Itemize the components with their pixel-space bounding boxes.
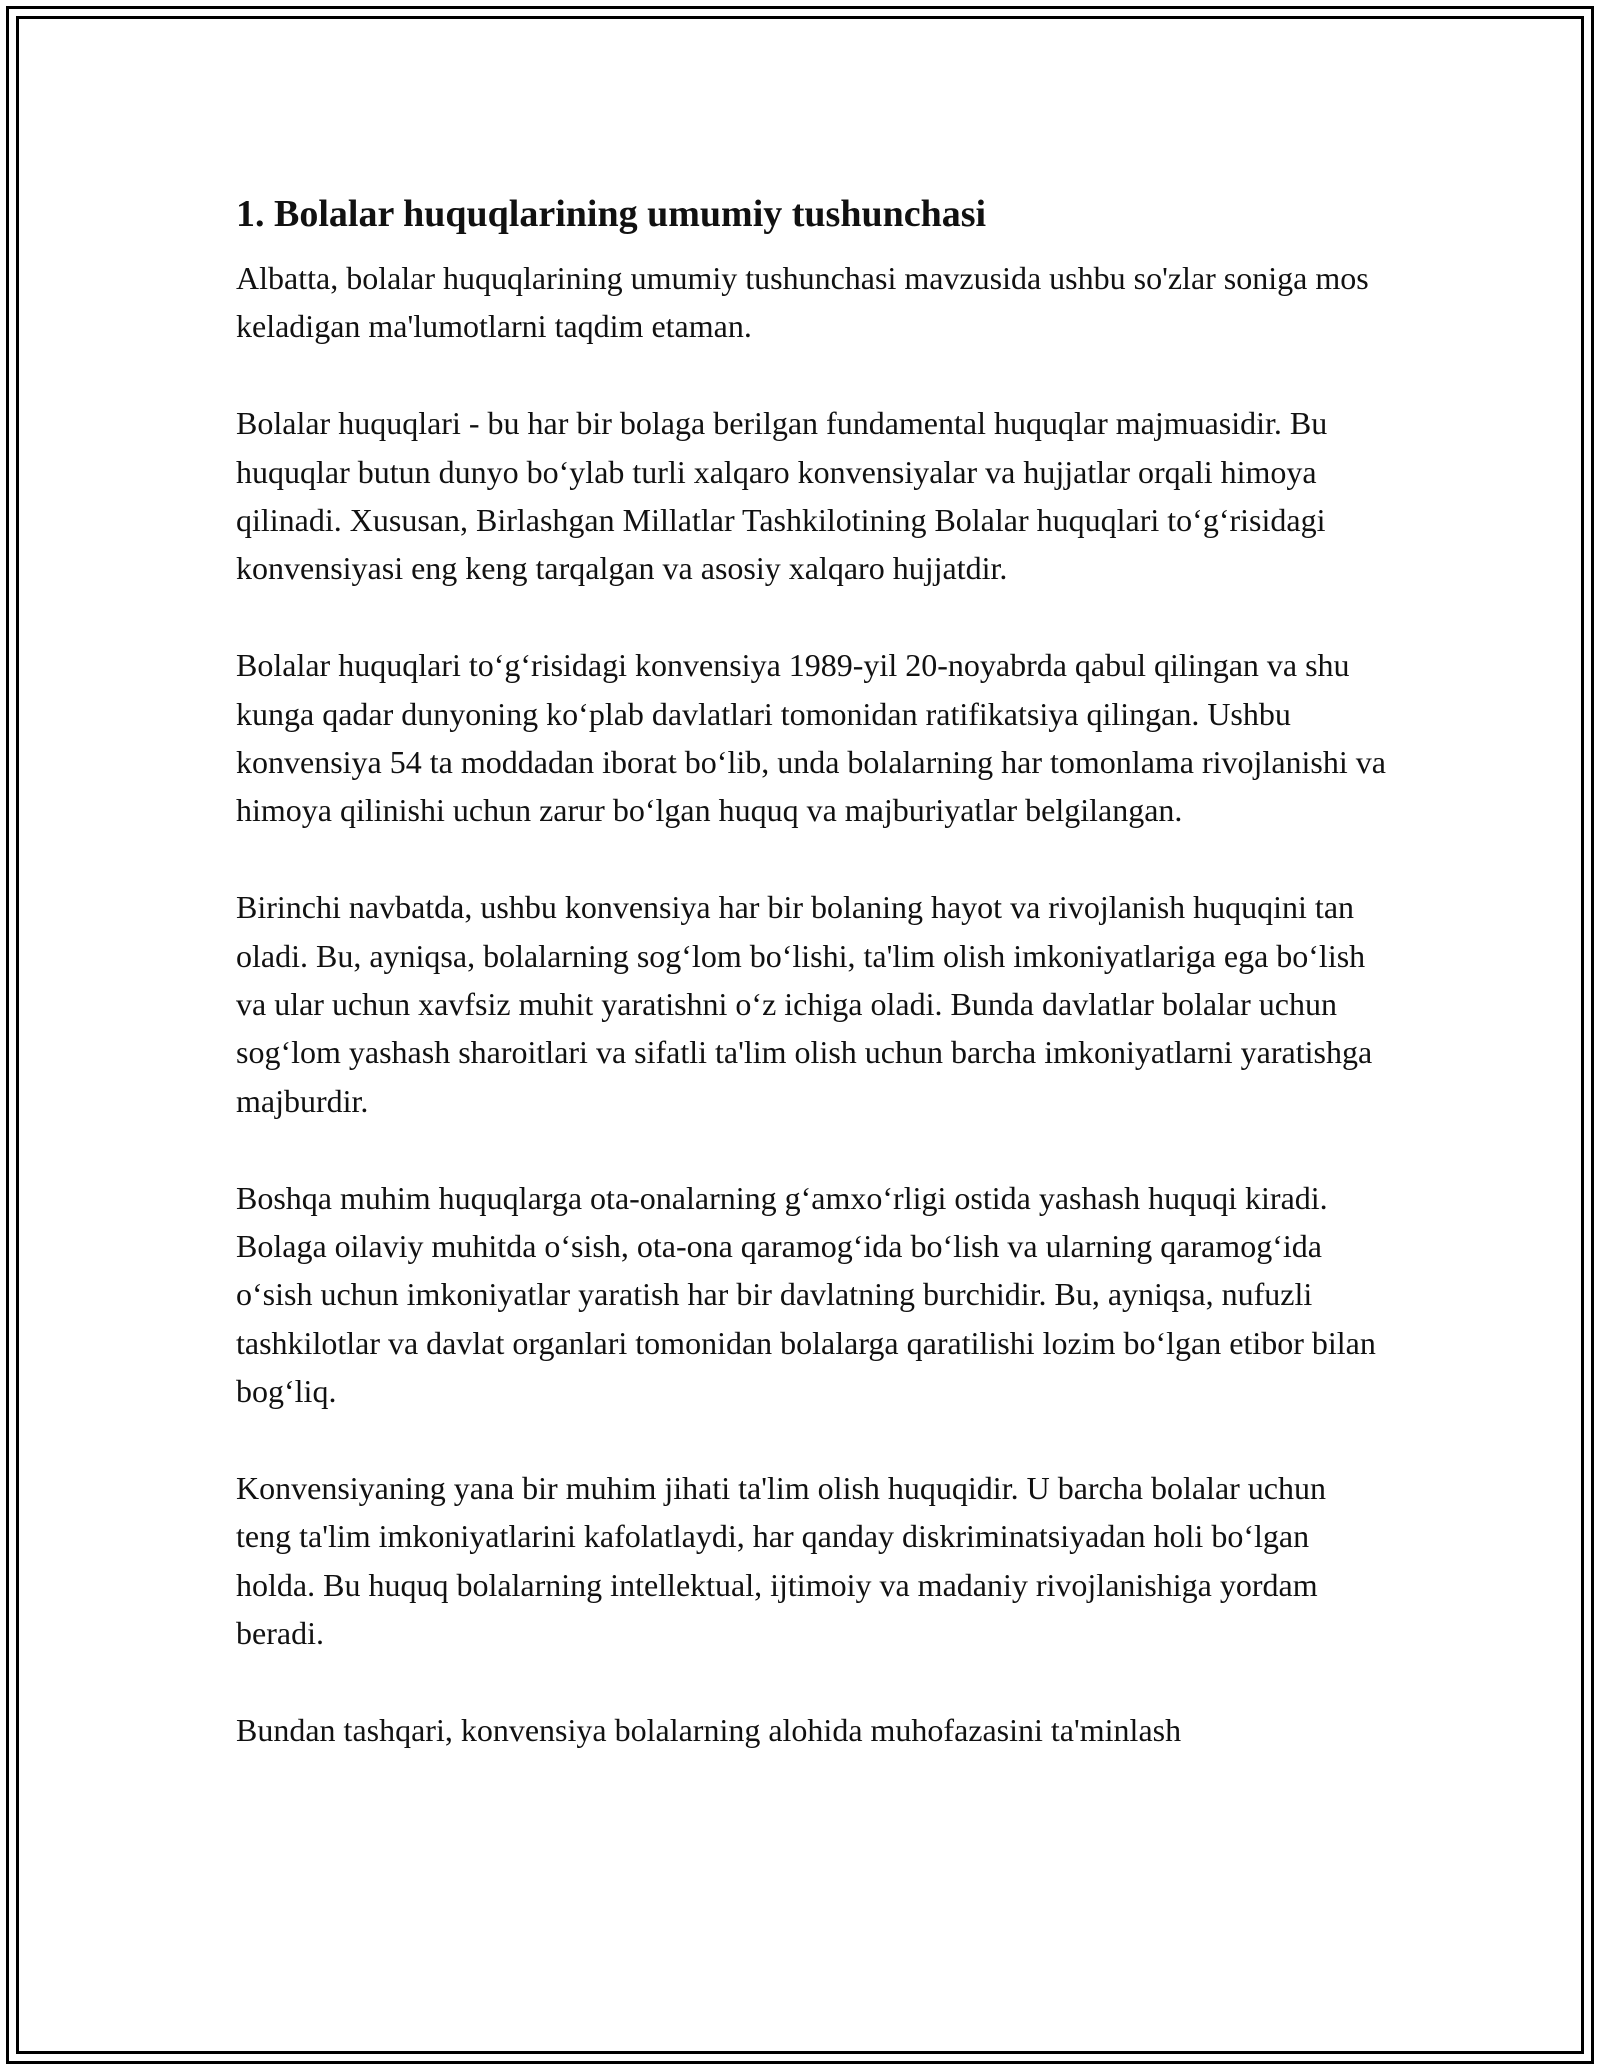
- paragraph-education-right: Konvensiyaning yana bir muhim jihati ta'lim olish huquqidir. U barcha bolalar uchun teng ta'lim imkoniyatlarini kafolatlaydi, har qanday diskriminatsiyadan holi bo‘lgan holda. Bu huquq bolalarning intellektual, ijtimoiy va madaniy rivojlanishiga yordam beradi.: [236, 1470, 1326, 1652]
- paragraph-convention-history: Bolalar huquqlari to‘g‘risidagi konvensiya 1989-yil 20-noyabrda qabul qilingan va shu kunga qadar dunyoning ko‘plab davlatlari tomonidan ratifikatsiya qilingan. Ushbu konvensiya 54 ta moddadan iborat bo‘lib, unda bolalarning har tomonlama rivojlanishi va himoya qilinishi uchun zarur bo‘lgan huquq va majburiyatlar belgilangan.: [236, 647, 1386, 829]
- paragraph-right-to-life: Birinchi navbatda, ushbu konvensiya har bir bolaning hayot va rivojlanish huquqini tan oladi. Bu, ayniqsa, bolalarning sog‘lom bo‘lishi, ta'lim olish imkoniyatlariga ega bo‘lish va ular uchun xavfsiz muhit yaratishni o‘z ichiga oladi. Bunda davlatlar bolalar uchun sog‘lom yashash sharoitlari va sifatli ta'lim olish uchun barcha imkoniyatlarni yaratishga majburdir.: [236, 889, 1373, 1119]
- section-heading: 1. Bolalar huquqlarining umumiy tushunchasi: [236, 193, 987, 235]
- paragraph-definition: Bolalar huquqlari - bu har bir bolaga berilgan fundamental huquqlar majmuasidir. Bu huquqlar butun dunyo bo‘ylab turli xalqaro konvensiyalar va hujjatlar orqali himoya qilinadi. Xususan, Birlashgan Millatlar Tashkilotining Bolalar huquqlari to‘g‘risidagi konvensiyasi eng keng tarqalgan va asosiy xalqaro hujjatdir.: [236, 405, 1328, 587]
- paragraph-family-care: Boshqa muhim huquqlarga ota-onalarning g‘amxo‘rligi ostida yashash huquqi kiradi. Bolaga oilaviy muhitda o‘sish, ota-ona qaramog‘ida bo‘lish va ularning qaramog‘ida o‘sish uchun imkoniyatlar yaratish har bir davlatning burchidir. Bu, ayniqsa, nufuzli tashkilotlar va davlat organlari tomonidan bolalarga qaratilishi lozim bo‘lgan etibor bilan bog‘liq.: [236, 1179, 1376, 1410]
- paragraph-protection: Bundan tashqari, konvensiya bolalarning alohida muhofazasini ta'minlash: [236, 1712, 1182, 1749]
- paragraph-intro: Albatta, bolalar huquqlarining umumiy tushunchasi mavzusida ushbu so'zlar soniga mos keladigan ma'lumotlarni taqdim etaman.: [236, 260, 1369, 345]
- document-body: [236, 186, 1386, 1755]
